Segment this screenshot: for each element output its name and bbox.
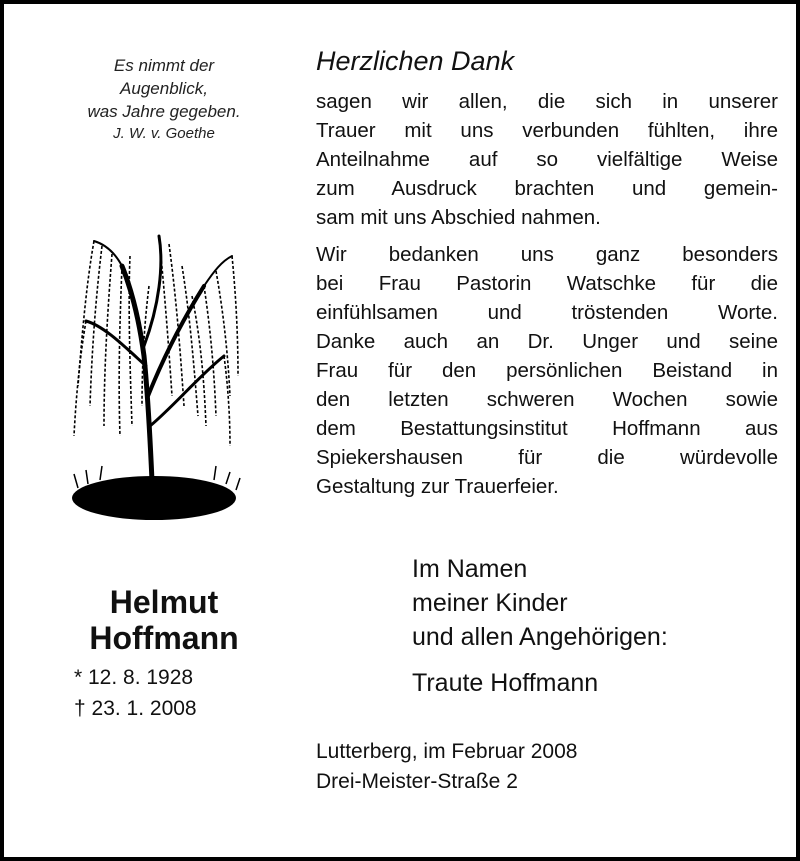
signoff-line: meiner Kinder [412, 589, 568, 617]
paragraph-line: Gestaltung zur Trauerfeier. [316, 475, 559, 498]
signoff [412, 552, 772, 654]
quote-line: Es nimmt der [113, 56, 215, 75]
thanks-paragraph-1 [316, 87, 778, 232]
life-dates [74, 662, 274, 724]
goethe-quote [34, 54, 294, 145]
footer [316, 737, 716, 797]
paragraph-line: dem Bestattungsinstitut Hoffmann aus [316, 417, 778, 440]
paragraph-line: Trauer mit uns verbunden fühlten, ihre [316, 119, 778, 142]
place-date: Lutterberg, im Februar 2008 [316, 740, 578, 763]
death-date: † 23. 1. 2008 [74, 697, 197, 720]
paragraph-line: sagen wir allen, die sich in unserer [316, 90, 778, 113]
paragraph-line: den letzten schweren Wochen sowie [316, 388, 778, 411]
heading: Herzlichen Dank [316, 46, 515, 76]
quote-line: was Jahre gegeben. [87, 102, 241, 121]
paragraph-line: zum Ausdruck brachten und gemein- [316, 177, 778, 200]
quote-line: Augenblick, [120, 79, 208, 98]
paragraph-line: Wir bedanken uns ganz besonders [316, 243, 778, 266]
signoff-line: Im Namen [412, 555, 528, 583]
paragraph-line: Danke auch an Dr. Unger und seine [316, 330, 778, 353]
deceased-name [24, 584, 304, 656]
thanks-paragraph-2 [316, 240, 778, 501]
paragraph-line: sam mit uns Abschied nahmen. [316, 206, 601, 229]
quote-author: J. W. v. Goethe [113, 125, 215, 142]
paragraph-line: Anteilnahme auf so vielfältige Weise [316, 148, 778, 171]
signer-name: Traute Hoffmann [412, 669, 599, 697]
weeping-willow-icon [64, 226, 244, 536]
paragraph-line: einfühlsamen und tröstenden Worte. [316, 301, 778, 324]
paragraph-line: bei Frau Pastorin Watschke für die [316, 272, 778, 295]
first-name: Helmut [109, 584, 219, 620]
signoff-line: und allen Angehörigen: [412, 623, 668, 651]
birth-date: * 12. 8. 1928 [74, 666, 194, 689]
last-name: Hoffmann [89, 620, 239, 656]
paragraph-line: Spiekershausen für die würdevolle [316, 446, 778, 469]
paragraph-line: Frau für den persönlichen Beistand in [316, 359, 778, 382]
address: Drei-Meister-Straße 2 [316, 770, 518, 793]
